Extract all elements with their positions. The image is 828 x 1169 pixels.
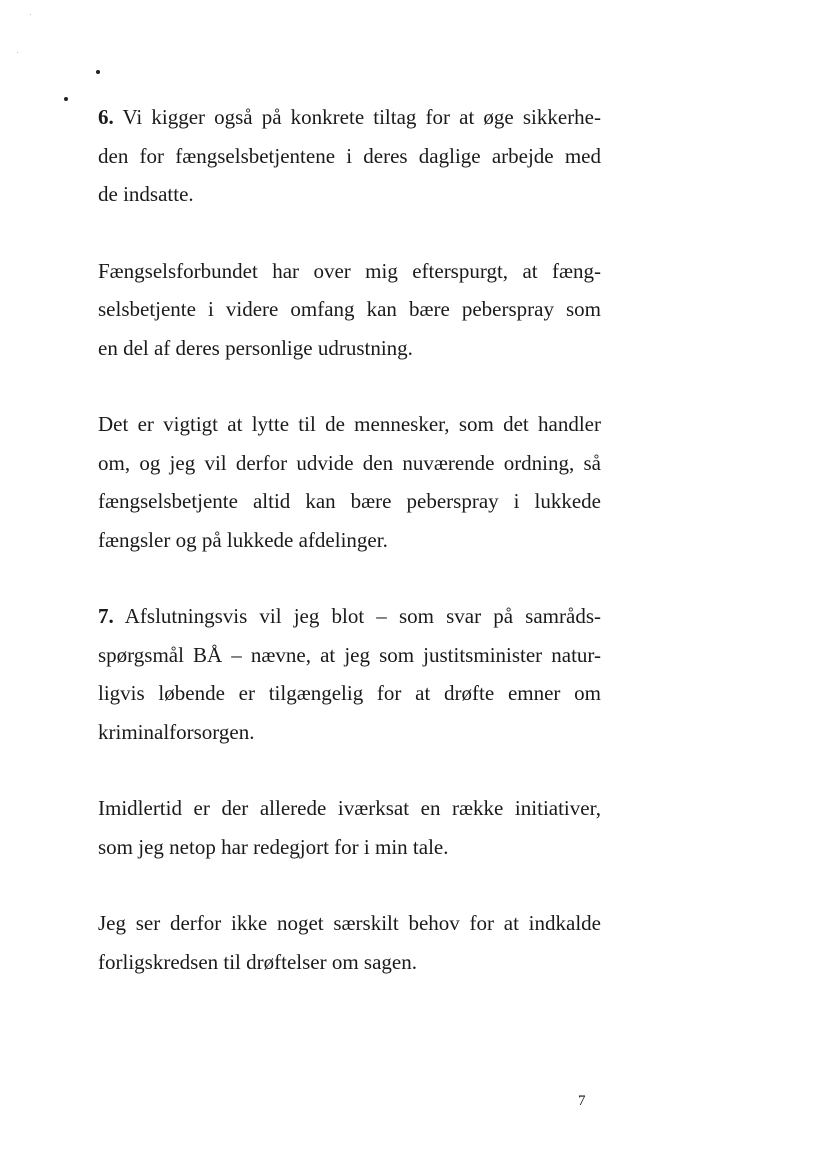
paragraph-extend-arrangement [98, 405, 601, 559]
paragraph-line: spørgsmål BÅ – nævne, at jeg som justitsminister natur- [98, 642, 601, 667]
scan-speck [17, 52, 18, 53]
paragraph-line: fængsler og på lukkede afdelinger. [98, 527, 388, 552]
scan-dot [96, 70, 100, 74]
paragraph-line: kriminalforsorgen. [98, 719, 255, 744]
paragraph-line: som jeg netop har redegjort for i min tale. [98, 834, 449, 859]
paragraph-line: de indsatte. [98, 182, 194, 206]
paragraph-number: 7. [98, 604, 114, 628]
paragraph-6 [98, 98, 601, 214]
scan-speck [30, 14, 31, 15]
scan-dot [64, 97, 68, 101]
paragraph-line: Imidlertid er der allerede iværksat en række initiativer, [98, 796, 601, 820]
paragraph-conclusion [98, 904, 601, 981]
paragraph-line: 6. Vi kigger også på konkrete tiltag for at øge sikkerhe- [98, 105, 601, 129]
page-number: 7 [578, 1093, 586, 1109]
paragraph-pepper-spray-request [98, 252, 601, 368]
paragraph-line: en del af deres personlige udrustning. [98, 335, 413, 360]
paragraph-line: fængselsbetjente altid kan bære peberspray i lukkede [98, 489, 601, 513]
paragraph-number: 6. [98, 105, 114, 129]
paragraph-line: den for fængselsbetjentene i deres daglige arbejde med [98, 143, 601, 168]
document-body [98, 98, 601, 981]
paragraph-line: Jeg ser derfor ikke noget særskilt behov for at indkalde [98, 911, 601, 935]
paragraph-line: Det er vigtigt at lytte til de mennesker, som det handler [98, 412, 601, 436]
paragraph-line: Fængselsforbundet har over mig efterspurgt, at fæng- [98, 258, 601, 283]
paragraph-7 [98, 597, 601, 751]
paragraph-line: forligskredsen til drøftelser om sagen. [98, 949, 417, 974]
paragraph-line: 7. Afslutningsvis vil jeg blot – som svar på samråds- [98, 604, 601, 628]
paragraph-line: selsbetjente i videre omfang kan bære peberspray som [98, 297, 601, 321]
paragraph-line: om, og jeg vil derfor udvide den nuværende ordning, så [98, 450, 601, 475]
paragraph-initiatives [98, 789, 601, 866]
paragraph-line: ligvis løbende er tilgængelig for at drøfte emner om [98, 681, 601, 705]
